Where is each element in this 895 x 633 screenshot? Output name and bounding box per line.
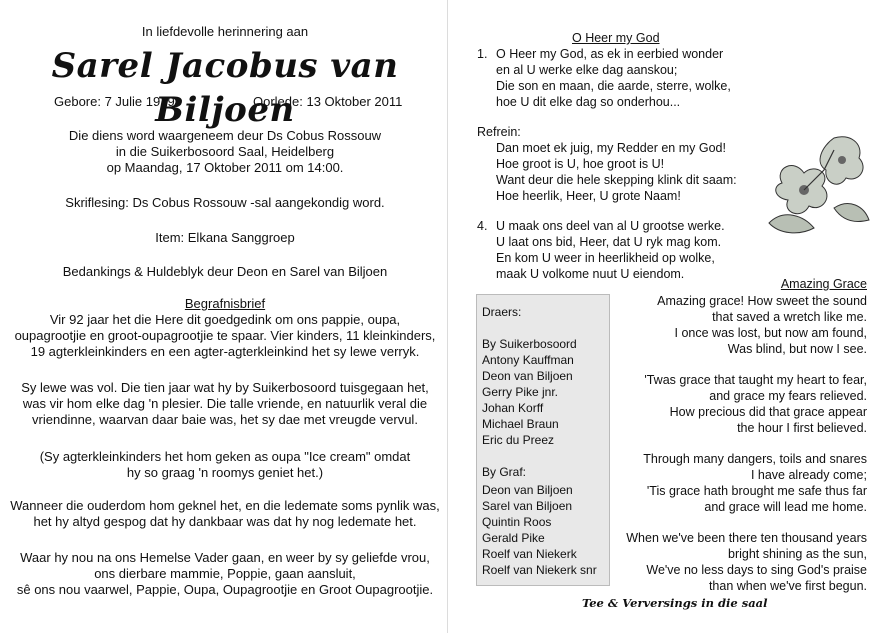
hymn-line: hoe U dit elke dag so onderhou...: [496, 95, 681, 109]
hymn-line: U laat ons bid, Heer, dat U ryk mag kom.: [496, 235, 722, 249]
grace-line: I once was lost, but now am found,: [674, 326, 867, 340]
hymn-line: O Heer my God, as ek in eerbied wonder: [496, 47, 724, 61]
grace-line: bright shining as the sun,: [728, 547, 867, 561]
grace-line: 'Tis grace hath brought me safe thus far: [646, 484, 867, 498]
bio-line: het hy altyd gespog dat hy dankbaar was dat hy nog ledemate het.: [33, 514, 417, 529]
hibiscus-flower-icon: [764, 128, 874, 240]
hymn-line: Die son en maan, die aarde, sterre, wolke,: [496, 79, 731, 93]
grace-line: I have already come;: [750, 468, 867, 482]
item-line: Item: Elkana Sanggroep: [155, 230, 295, 245]
grace-line: than when we've first begun.: [708, 579, 867, 593]
grace-line: the hour I first believed.: [737, 421, 867, 435]
service-line: op Maandag, 17 Oktober 2011 om 14:00.: [106, 160, 344, 175]
verse-number: 4.: [477, 219, 488, 233]
grace-line: and grace my fears relieved.: [709, 389, 867, 403]
grave-bearer-name: Gerald Pike: [482, 531, 545, 545]
bio-line: Vir 92 jaar het die Here dit goedgedink om ons pappie, oupa,: [49, 312, 401, 327]
amazing-grace-title: Amazing Grace: [780, 277, 867, 291]
grave-bearer-name: Quintin Roos: [482, 515, 552, 529]
bio-line: sê ons nou vaarwel, Pappie, Oupa, Oupagrootjie en Groot Oupagrootjie.: [16, 582, 434, 597]
grace-line: We've no less days to sing God's praise: [646, 563, 867, 577]
scripture-reading: Skriflesing: Ds Cobus Rossouw -sal aangekondig word.: [65, 195, 385, 210]
grace-line: 'Twas grace that taught my heart to fear,: [644, 373, 867, 387]
hymn-line: En kom U weer in heerlikheid op wolke,: [496, 251, 715, 265]
grace-line: Amazing grace! How sweet the sound: [657, 294, 867, 308]
birth-date: Gebore: 7 Julie 1919: [54, 94, 175, 109]
hymn-title: O Heer my God: [572, 31, 660, 45]
bearer-name: Johan Korff: [482, 401, 544, 415]
refreshments-note: Tee & Verversings in die saal: [582, 596, 768, 610]
bio-line: oupagrootjie en groot-oupagrootjie te spaar. Vier kinders, 11 kleinkinders,: [14, 328, 436, 343]
bio-line: hy so graag 'n roomys geniet het.): [126, 465, 324, 480]
bearer-name: Deon van Biljoen: [482, 369, 573, 383]
bio-line: was vir hom elke dag 'n plesier. Die talle vriende, en natuurlik veral die: [22, 396, 428, 411]
bearer-name: Michael Braun: [482, 417, 559, 431]
refrain-line: Hoe groot is U, hoe groot is U!: [496, 157, 665, 171]
grave-bearer-name: Deon van Biljoen: [482, 483, 573, 497]
refrain-line: Dan moet ek juig, my Redder en my God!: [496, 141, 726, 155]
bio-line: (Sy agterkleinkinders het hom geken as oupa "Ice cream" omdat: [39, 449, 411, 464]
grave-label: By Graf:: [482, 465, 527, 479]
bio-line: vriendinne, waarvan daar baie was, het sy dae met vreugde vervul.: [32, 412, 418, 427]
bio-line: Waar hy nou na ons Hemelse Vader gaan, en weer by sy geliefde vrou,: [20, 550, 430, 565]
grace-line: When we've been there ten thousand years: [626, 531, 867, 545]
intro-line: In liefdevolle herinnering aan: [141, 24, 309, 39]
grace-line: and grace will lead me home.: [704, 500, 867, 514]
refrain-line: Want deur die hele skepping klink dit saam:: [496, 173, 737, 187]
refrain-line: Hoe heerlik, Heer, U grote Naam!: [496, 189, 681, 203]
bearer-name: Antony Kauffman: [482, 353, 574, 367]
grace-line: Was blind, but now I see.: [727, 342, 867, 356]
hymn-line: maak U volkome nuut U eiendom.: [496, 267, 685, 281]
page-fold: [447, 0, 448, 633]
bio-line: Sy lewe was vol. Die tien jaar wat hy by Suikerbosoord tuisgegaan het,: [21, 380, 429, 395]
grave-bearer-name: Sarel van Biljoen: [482, 499, 573, 513]
death-date: Oorlede: 13 Oktober 2011: [253, 94, 403, 109]
bio-line: ons dierbare mammie, Poppie, gaan aansluit,: [94, 566, 356, 581]
hymn-line: U maak ons deel van al U grootse werke.: [496, 219, 725, 233]
service-line: in die Suikerbosoord Saal, Heidelberg: [115, 144, 335, 159]
grace-line: that saved a wretch like me.: [712, 310, 867, 324]
bearer-name: Eric du Preez: [482, 433, 555, 447]
grave-bearer-name: Roelf van Niekerk snr: [482, 563, 597, 577]
bearers-label: Draers:: [482, 305, 522, 319]
bearers-group: By Suikerbosoord: [482, 337, 577, 351]
bio-line: 19 agterkleinkinders en een agter-agterkleinkind het sy lewe verryk.: [30, 344, 420, 359]
service-line: Die diens word waargeneem deur Ds Cobus Rossouw: [68, 128, 382, 143]
grave-bearer-name: Roelf van Niekerk: [482, 547, 577, 561]
bearer-name: Gerry Pike jnr.: [482, 385, 559, 399]
deceased-name: Sarel Jacobus van Biljoen: [51, 46, 399, 130]
verse-number: 1.: [477, 47, 488, 61]
refrain-label: Refrein:: [477, 125, 521, 139]
grace-line: Through many dangers, toils and snares: [643, 452, 867, 466]
bio-line: Wanneer die ouderdom hom geknel het, en die ledemate soms pynlik was,: [10, 498, 440, 513]
thanks-line: Bedankings & Huldeblyk deur Deon en Sarel van Biljoen: [62, 264, 388, 279]
grace-line: How precious did that grace appear: [669, 405, 867, 419]
hymn-line: en al U werke elke dag aanskou;: [496, 63, 678, 77]
bio-heading: Begrafnisbrief: [184, 296, 266, 311]
